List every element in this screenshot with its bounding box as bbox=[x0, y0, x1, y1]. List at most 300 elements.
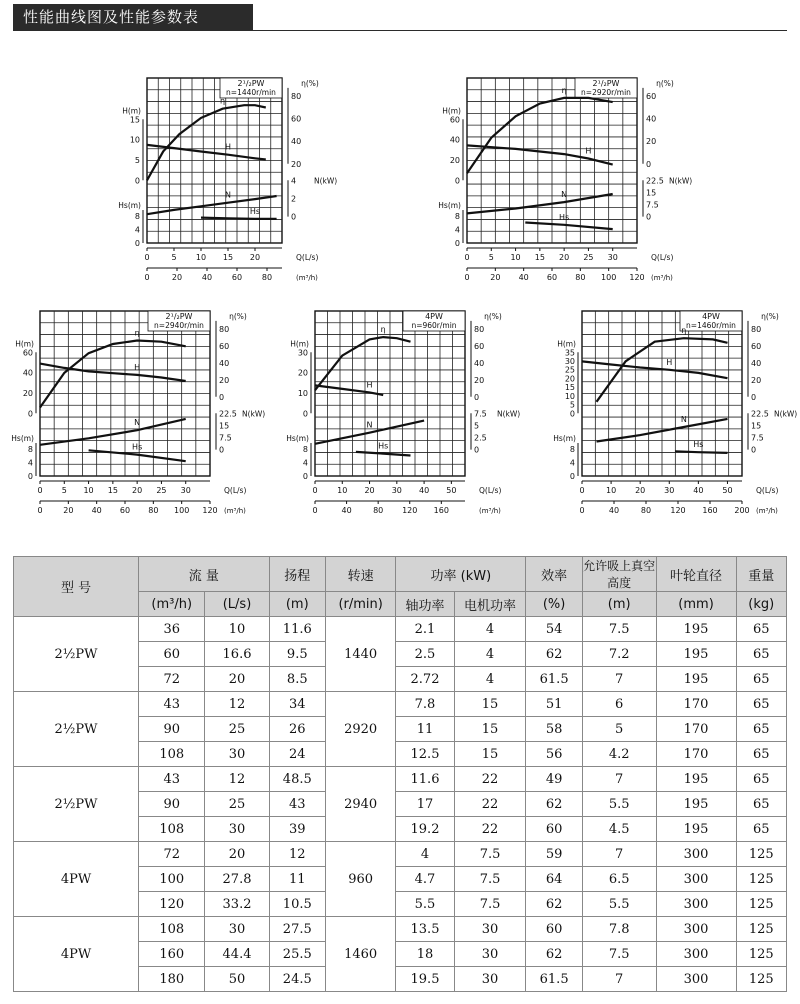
hs-tick-label: 4 bbox=[569, 458, 575, 468]
table-cell: 160 bbox=[139, 942, 205, 967]
hs-tick-label: 0 bbox=[302, 472, 308, 481]
col-suction: 允许吸上真空高度 bbox=[582, 557, 656, 592]
table-cell: 48.5 bbox=[269, 767, 325, 792]
x-ls-tick-label: 15 bbox=[222, 253, 234, 262]
x-m3h-tick-label: 40 bbox=[341, 506, 352, 515]
x-m3h-tick-label: 120 bbox=[629, 273, 645, 282]
eta-tick-label: 40 bbox=[291, 137, 302, 147]
col-model: 型 号 bbox=[14, 557, 139, 617]
table-cell: 12 bbox=[269, 842, 325, 867]
n-tick-label: 4 bbox=[291, 176, 297, 186]
series-label: η bbox=[681, 326, 687, 336]
col-efficiency-unit: (%) bbox=[526, 592, 582, 617]
h-tick-label: 0 bbox=[454, 176, 460, 186]
n-tick-label: 22.5 bbox=[646, 176, 664, 186]
table-cell: 125 bbox=[736, 842, 786, 867]
table-cell: 65 bbox=[736, 667, 786, 692]
table-cell: 12.5 bbox=[396, 742, 454, 767]
x-ls-tick-label: 10 bbox=[510, 253, 521, 262]
table-cell: 5.5 bbox=[582, 792, 656, 817]
x-m3h-tick-label: 160 bbox=[433, 506, 449, 515]
x-m3h-tick-label: 200 bbox=[734, 506, 750, 515]
x-ls-tick-label: 5 bbox=[171, 253, 177, 262]
series-label: H bbox=[366, 380, 373, 390]
table-cell: 300 bbox=[656, 942, 736, 967]
table-cell: 195 bbox=[656, 767, 736, 792]
x-ls-tick-label: 20 bbox=[635, 486, 646, 495]
table-cell: 65 bbox=[736, 617, 786, 642]
series-label: η bbox=[220, 96, 226, 106]
hs-axis-label: Hs(m) bbox=[553, 434, 576, 443]
x-m3h-tick-label: 40 bbox=[608, 506, 620, 515]
eta-tick-label: 60 bbox=[291, 114, 302, 124]
table-cell: 7.5 bbox=[454, 892, 526, 917]
table-cell: 22 bbox=[454, 792, 526, 817]
spec-table bbox=[13, 556, 787, 992]
x-ls-tick-label: 10 bbox=[83, 486, 94, 495]
hs-tick-label: 8 bbox=[454, 212, 460, 221]
table-cell: 22 bbox=[454, 767, 526, 792]
col-speed-unit: (r/min) bbox=[325, 592, 395, 617]
eta-tick-label: 40 bbox=[751, 358, 762, 368]
x-ls-tick-label: 50 bbox=[446, 486, 457, 495]
h-tick-label: 35 bbox=[564, 348, 575, 358]
x-ls-tick-label: 10 bbox=[337, 486, 348, 495]
table-cell: 300 bbox=[656, 842, 736, 867]
x-m3h-tick-label: 120 bbox=[402, 506, 418, 515]
table-cell: 44.4 bbox=[205, 942, 269, 967]
x-m3h-tick-label: 20 bbox=[171, 273, 183, 282]
table-cell: 61.5 bbox=[526, 667, 582, 692]
table-cell: 125 bbox=[736, 967, 786, 992]
table-cell: 27.8 bbox=[205, 867, 269, 892]
n-tick-label: 0 bbox=[291, 212, 297, 222]
x-m3h-tick-label: 120 bbox=[670, 506, 686, 515]
table-cell: 1460 bbox=[325, 917, 395, 992]
x-ls-tick-label: 40 bbox=[418, 486, 430, 495]
table-cell: 19.2 bbox=[396, 817, 454, 842]
eta-axis-label: η(%) bbox=[484, 311, 502, 321]
section-title: 性能曲线图及性能参数表 bbox=[13, 4, 253, 30]
series-label: Hs bbox=[378, 441, 389, 451]
table-cell: 2.5 bbox=[396, 642, 454, 667]
col-weight: 重量 bbox=[736, 557, 786, 592]
hs-tick-label: 0 bbox=[454, 239, 460, 248]
table-cell: 195 bbox=[656, 667, 736, 692]
x-m3h-tick-label: 160 bbox=[702, 506, 718, 515]
x-ls-tick-label: 0 bbox=[579, 486, 585, 495]
table-cell: 18 bbox=[396, 942, 454, 967]
hs-axis-label: Hs(m) bbox=[118, 201, 141, 210]
hs-axis-label: Hs(m) bbox=[11, 434, 34, 443]
x-ls-tick-label: 30 bbox=[664, 486, 675, 495]
table-cell: 60 bbox=[139, 642, 205, 667]
table-cell: 27.5 bbox=[269, 917, 325, 942]
table-cell: 11.6 bbox=[396, 767, 454, 792]
eta-tick-label: 60 bbox=[646, 91, 657, 101]
series-label: N bbox=[225, 190, 231, 200]
x-m3h-tick-label: 0 bbox=[37, 506, 43, 515]
table-cell: 15 bbox=[454, 742, 526, 767]
col-weight-unit: (kg) bbox=[736, 592, 786, 617]
h-axis-label: H(m) bbox=[290, 339, 309, 349]
h-tick-label: 0 bbox=[569, 409, 575, 419]
table-cell: 2½PW bbox=[14, 692, 139, 767]
hs-tick-label: 4 bbox=[454, 225, 460, 235]
col-efficiency: 效率 bbox=[526, 557, 582, 592]
eta-tick-label: 0 bbox=[219, 392, 225, 402]
n-axis-label: N(kW) bbox=[497, 409, 521, 419]
table-cell: 33.2 bbox=[205, 892, 269, 917]
series-label: η bbox=[134, 328, 140, 338]
table-cell: 7.2 bbox=[582, 642, 656, 667]
table-cell: 25.5 bbox=[269, 942, 325, 967]
eta-tick-label: 60 bbox=[474, 341, 485, 351]
table-cell: 195 bbox=[656, 792, 736, 817]
h-tick-label: 0 bbox=[134, 176, 140, 186]
table-cell: 11.6 bbox=[269, 617, 325, 642]
table-cell: 65 bbox=[736, 792, 786, 817]
series-label: Hs bbox=[559, 212, 570, 222]
table-cell: 125 bbox=[736, 867, 786, 892]
table-cell: 60 bbox=[526, 917, 582, 942]
col-motor-power: 电机功率 bbox=[454, 592, 526, 617]
performance-chart-5 bbox=[550, 305, 798, 520]
hs-tick-label: 4 bbox=[134, 225, 140, 235]
table-cell: 15 bbox=[454, 692, 526, 717]
table-cell: 7 bbox=[582, 767, 656, 792]
series-label: Hs bbox=[249, 206, 261, 216]
series-label: H bbox=[134, 362, 141, 372]
hs-tick-label: 8 bbox=[302, 445, 308, 454]
table-cell: 22 bbox=[454, 817, 526, 842]
x-m3h-tick-label: 120 bbox=[202, 506, 218, 515]
h-tick-label: 10 bbox=[297, 388, 308, 398]
h-tick-label: 60 bbox=[449, 115, 460, 125]
hs-tick-label: 8 bbox=[134, 212, 140, 221]
table-cell: 25 bbox=[205, 717, 269, 742]
table-cell: 300 bbox=[656, 967, 736, 992]
table-row bbox=[14, 917, 787, 942]
x-m3h-tick-label: 80 bbox=[575, 273, 586, 282]
table-cell: 16.6 bbox=[205, 642, 269, 667]
h-tick-label: 60 bbox=[22, 348, 33, 358]
eta-tick-label: 40 bbox=[474, 358, 485, 368]
table-cell: 100 bbox=[139, 867, 205, 892]
table-cell: 43 bbox=[139, 692, 205, 717]
x-ls-tick-label: 20 bbox=[249, 253, 261, 262]
n-tick-label: 0 bbox=[474, 445, 480, 455]
x-ls-tick-label: 50 bbox=[722, 486, 733, 495]
table-cell: 51 bbox=[526, 692, 582, 717]
table-cell: 125 bbox=[736, 892, 786, 917]
table-cell: 17 bbox=[396, 792, 454, 817]
series-label: Hs bbox=[132, 442, 143, 452]
h-tick-label: 25 bbox=[564, 365, 575, 375]
x-ls-axis-label: Q(L/s) bbox=[296, 253, 319, 262]
h-tick-label: 20 bbox=[297, 368, 308, 378]
table-cell: 1440 bbox=[325, 617, 395, 692]
performance-chart-1 bbox=[115, 72, 338, 287]
table-cell: 7.5 bbox=[454, 842, 526, 867]
table-cell: 170 bbox=[656, 692, 736, 717]
h-axis-label: H(m) bbox=[442, 106, 461, 116]
model-label: 4PW bbox=[702, 312, 720, 321]
n-tick-label: 15 bbox=[751, 421, 762, 431]
x-ls-tick-label: 40 bbox=[693, 486, 704, 495]
hs-tick-label: 4 bbox=[27, 458, 33, 468]
x-m3h-axis-label: (m³/h) bbox=[224, 507, 246, 515]
h-tick-label: 15 bbox=[129, 115, 140, 125]
table-cell: 65 bbox=[736, 767, 786, 792]
table-cell: 12 bbox=[205, 692, 269, 717]
table-row bbox=[14, 692, 787, 717]
table-cell: 65 bbox=[736, 642, 786, 667]
table-cell: 54 bbox=[526, 617, 582, 642]
table-cell: 11 bbox=[269, 867, 325, 892]
hs-axis-label: Hs(m) bbox=[286, 434, 309, 443]
table-row bbox=[14, 617, 787, 642]
x-ls-axis-label: Q(L/s) bbox=[479, 486, 502, 495]
x-m3h-tick-label: 40 bbox=[201, 273, 213, 282]
col-shaft-power: 轴功率 bbox=[396, 592, 454, 617]
x-m3h-tick-label: 40 bbox=[518, 273, 529, 282]
series-label: N bbox=[680, 415, 687, 425]
table-cell: 65 bbox=[736, 817, 786, 842]
x-m3h-tick-label: 60 bbox=[119, 506, 131, 515]
table-cell: 11 bbox=[396, 717, 454, 742]
n-axis-label: N(kW) bbox=[242, 409, 266, 419]
table-cell: 125 bbox=[736, 917, 786, 942]
eta-tick-label: 20 bbox=[751, 375, 762, 385]
eta-tick-label: 80 bbox=[751, 324, 762, 334]
performance-chart-2 bbox=[435, 72, 693, 287]
table-cell: 60 bbox=[526, 817, 582, 842]
x-ls-tick-label: 15 bbox=[107, 486, 118, 495]
n-tick-label: 0 bbox=[751, 445, 757, 455]
eta-axis-label: η(%) bbox=[229, 311, 247, 321]
table-cell: 7 bbox=[582, 842, 656, 867]
col-impeller-unit: (mm) bbox=[656, 592, 736, 617]
eta-tick-label: 40 bbox=[219, 358, 230, 368]
table-cell: 10.5 bbox=[269, 892, 325, 917]
x-m3h-tick-label: 20 bbox=[490, 273, 501, 282]
table-cell: 58 bbox=[526, 717, 582, 742]
table-cell: 30 bbox=[205, 917, 269, 942]
n-axis-label: N(kW) bbox=[314, 176, 338, 186]
table-cell: 26 bbox=[269, 717, 325, 742]
table-cell: 300 bbox=[656, 867, 736, 892]
eta-tick-label: 80 bbox=[219, 324, 230, 334]
eta-tick-label: 80 bbox=[474, 324, 485, 334]
h-tick-label: 5 bbox=[569, 400, 575, 410]
speed-label: n=2920r/min bbox=[581, 88, 631, 97]
hs-tick-label: 0 bbox=[134, 239, 140, 248]
table-cell: 108 bbox=[139, 817, 205, 842]
eta-tick-label: 20 bbox=[474, 375, 485, 385]
table-cell: 62 bbox=[526, 942, 582, 967]
h-tick-label: 15 bbox=[564, 383, 575, 393]
table-cell: 25 bbox=[205, 792, 269, 817]
x-m3h-axis-label: (m³/h) bbox=[651, 274, 673, 282]
table-cell: 195 bbox=[656, 817, 736, 842]
table-cell: 12 bbox=[205, 767, 269, 792]
eta-tick-label: 60 bbox=[219, 341, 230, 351]
table-cell: 170 bbox=[656, 717, 736, 742]
series-label: η bbox=[561, 85, 567, 95]
x-m3h-axis-label: (m³/h) bbox=[756, 507, 778, 515]
performance-chart-4 bbox=[283, 305, 521, 520]
table-cell: 195 bbox=[656, 617, 736, 642]
table-cell: 72 bbox=[139, 842, 205, 867]
col-head: 扬程 bbox=[269, 557, 325, 592]
table-row bbox=[14, 767, 787, 792]
hs-axis-label: Hs(m) bbox=[438, 201, 461, 210]
n-tick-label: 7.5 bbox=[219, 433, 232, 443]
speed-label: n=1460r/min bbox=[686, 321, 736, 330]
x-ls-tick-label: 20 bbox=[132, 486, 143, 495]
table-cell: 39 bbox=[269, 817, 325, 842]
series-label: N bbox=[134, 418, 141, 428]
series-label: H bbox=[224, 142, 232, 152]
table-cell: 13.5 bbox=[396, 917, 454, 942]
table-cell: 7.8 bbox=[396, 692, 454, 717]
table-cell: 2920 bbox=[325, 692, 395, 767]
x-m3h-axis-label: (m³/h) bbox=[479, 507, 501, 515]
table-cell: 4 bbox=[454, 617, 526, 642]
table-cell: 5 bbox=[582, 717, 656, 742]
table-cell: 4 bbox=[396, 842, 454, 867]
table-cell: 65 bbox=[736, 742, 786, 767]
table-cell: 5.5 bbox=[396, 892, 454, 917]
eta-tick-label: 40 bbox=[646, 114, 657, 124]
x-m3h-tick-label: 40 bbox=[91, 506, 102, 515]
table-cell: 125 bbox=[736, 942, 786, 967]
n-tick-label: 15 bbox=[219, 421, 230, 431]
x-ls-axis-label: Q(L/s) bbox=[756, 486, 779, 495]
table-cell: 10 bbox=[205, 617, 269, 642]
n-tick-label: 2.5 bbox=[474, 433, 487, 443]
eta-axis-label: η(%) bbox=[761, 311, 779, 321]
hs-tick-label: 8 bbox=[569, 445, 575, 454]
hs-tick-label: 8 bbox=[27, 445, 33, 454]
h-tick-label: 0 bbox=[27, 409, 33, 419]
table-cell: 19.5 bbox=[396, 967, 454, 992]
model-label: 2¹/₂PW bbox=[592, 79, 620, 88]
x-ls-tick-label: 0 bbox=[144, 253, 150, 262]
table-cell: 24.5 bbox=[269, 967, 325, 992]
table-cell: 50 bbox=[205, 967, 269, 992]
x-m3h-tick-label: 100 bbox=[601, 273, 617, 282]
h-tick-label: 5 bbox=[134, 155, 140, 165]
table-cell: 300 bbox=[656, 917, 736, 942]
n-tick-label: 7.5 bbox=[474, 409, 487, 419]
eta-tick-label: 0 bbox=[751, 392, 757, 402]
h-tick-label: 10 bbox=[564, 391, 575, 401]
x-m3h-tick-label: 0 bbox=[579, 506, 585, 515]
table-cell: 195 bbox=[656, 642, 736, 667]
h-tick-label: 30 bbox=[297, 348, 308, 358]
x-m3h-tick-label: 20 bbox=[63, 506, 74, 515]
x-m3h-tick-label: 80 bbox=[373, 506, 384, 515]
h-axis-label: H(m) bbox=[122, 106, 141, 116]
table-cell: 9.5 bbox=[269, 642, 325, 667]
table-cell: 64 bbox=[526, 867, 582, 892]
x-m3h-tick-label: 80 bbox=[148, 506, 159, 515]
eta-tick-label: 20 bbox=[219, 375, 230, 385]
table-cell: 36 bbox=[139, 617, 205, 642]
table-cell: 20 bbox=[205, 667, 269, 692]
x-ls-tick-label: 10 bbox=[195, 253, 207, 262]
n-tick-label: 22.5 bbox=[219, 409, 237, 419]
col-speed: 转速 bbox=[325, 557, 395, 592]
table-cell: 20 bbox=[205, 842, 269, 867]
table-cell: 24 bbox=[269, 742, 325, 767]
table-cell: 90 bbox=[139, 792, 205, 817]
table-cell: 6.5 bbox=[582, 867, 656, 892]
table-cell: 108 bbox=[139, 742, 205, 767]
h-tick-label: 20 bbox=[22, 388, 33, 398]
n-tick-label: 22.5 bbox=[751, 409, 769, 419]
x-ls-tick-label: 30 bbox=[180, 486, 191, 495]
h-tick-label: 10 bbox=[129, 135, 140, 145]
table-cell: 7.5 bbox=[582, 617, 656, 642]
table-cell: 49 bbox=[526, 767, 582, 792]
table-cell: 30 bbox=[205, 742, 269, 767]
x-m3h-tick-label: 80 bbox=[640, 506, 652, 515]
table-cell: 300 bbox=[656, 892, 736, 917]
eta-tick-label: 60 bbox=[751, 341, 762, 351]
n-axis-label: N(kW) bbox=[774, 409, 798, 419]
hs-tick-label: 0 bbox=[27, 472, 33, 481]
table-cell: 61.5 bbox=[526, 967, 582, 992]
table-cell: 120 bbox=[139, 892, 205, 917]
table-cell: 4.2 bbox=[582, 742, 656, 767]
n-axis-label: N(kW) bbox=[669, 176, 693, 186]
n-tick-label: 7.5 bbox=[751, 433, 764, 443]
x-m3h-tick-label: 80 bbox=[261, 273, 273, 282]
h-tick-label: 40 bbox=[449, 135, 460, 145]
x-m3h-tick-label: 0 bbox=[464, 273, 470, 282]
table-cell: 180 bbox=[139, 967, 205, 992]
table-cell: 65 bbox=[736, 692, 786, 717]
table-cell: 65 bbox=[736, 717, 786, 742]
n-tick-label: 5 bbox=[474, 421, 480, 431]
table-cell: 43 bbox=[139, 767, 205, 792]
x-ls-tick-label: 0 bbox=[312, 486, 318, 495]
table-cell: 960 bbox=[325, 842, 395, 917]
n-tick-label: 15 bbox=[646, 188, 657, 198]
x-ls-tick-label: 0 bbox=[37, 486, 43, 495]
table-cell: 170 bbox=[656, 742, 736, 767]
x-ls-tick-label: 20 bbox=[364, 486, 375, 495]
x-m3h-tick-label: 60 bbox=[231, 273, 243, 282]
series-label: Hs bbox=[693, 440, 704, 450]
table-cell: 6 bbox=[582, 692, 656, 717]
speed-label: n=960r/min bbox=[411, 321, 457, 330]
table-cell: 4PW bbox=[14, 917, 139, 992]
n-tick-label: 7.5 bbox=[646, 200, 659, 210]
x-m3h-axis-label: (m³/h) bbox=[296, 274, 318, 282]
table-cell: 56 bbox=[526, 742, 582, 767]
eta-tick-label: 0 bbox=[646, 159, 652, 169]
table-cell: 7 bbox=[582, 667, 656, 692]
eta-axis-label: η(%) bbox=[656, 78, 674, 88]
table-cell: 59 bbox=[526, 842, 582, 867]
table-cell: 15 bbox=[454, 717, 526, 742]
series-label: H bbox=[666, 357, 673, 367]
table-cell: 4 bbox=[454, 667, 526, 692]
